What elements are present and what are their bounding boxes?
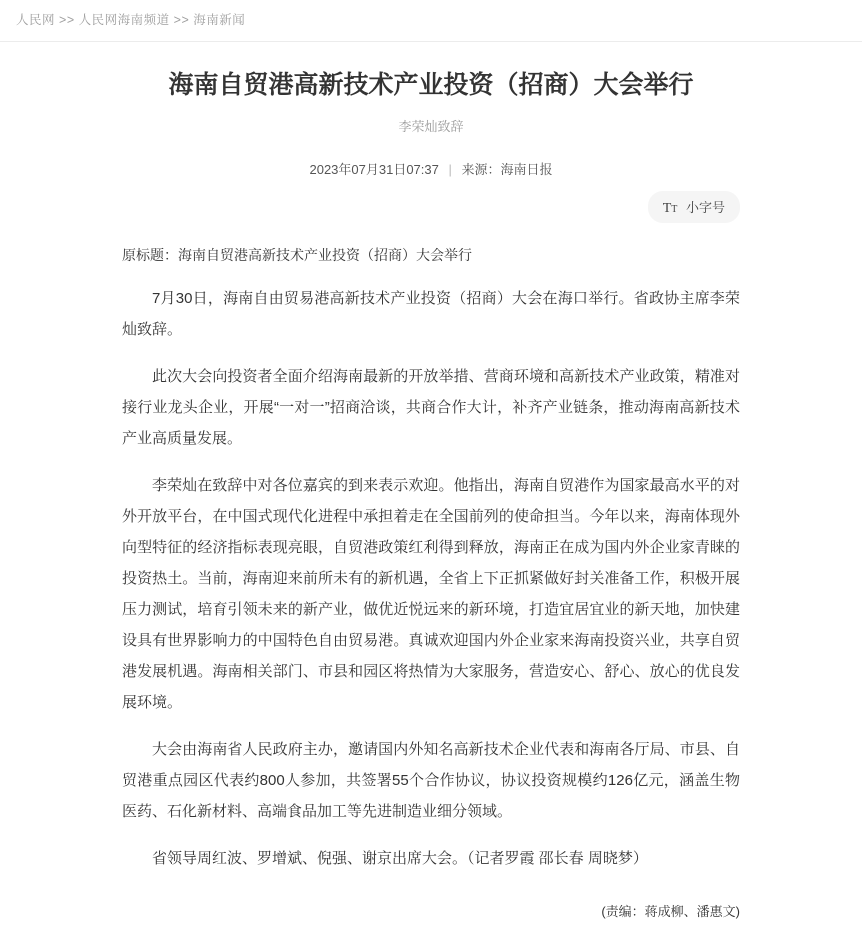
breadcrumb-link[interactable]: 海南新闻: [193, 13, 246, 27]
article-toolbar: [122, 191, 740, 223]
article-paragraph: 此次大会向投资者全面介绍海南最新的开放举措、营商环境和高新技术产业政策，精准对接行业龙头企业，开展“一对一”招商洽谈，共商合作大计，补齐产业链条，推动海南高新技术产业高质量发展。: [122, 367, 740, 447]
breadcrumb: [0, 0, 862, 42]
breadcrumb-separator: >>: [173, 13, 190, 27]
article-meta: [122, 159, 740, 178]
font-size-label: 小字号: [685, 199, 725, 215]
article-paragraph: 省领导周红波、罗增斌、倪强、谢京出席大会。（记者罗霞 邵长春 周晓梦）: [152, 849, 648, 867]
article-paragraph: 李荣灿在致辞中对各位嘉宾的到来表示欢迎。他指出，海南自贸港作为国家最高水平的对外开放平台，在中国式现代化进程中承担着走在全国前列的使命担当。今年以来，海南体现外向型特征的经济指标表现亮眼，自贸港政策红利得到释放，海南正在成为国内外企业家青睐的投资热土。当前，海南迎来前所未有的新机遇，全省上下正抓紧做好封关准备工作，积极开展压力测试，培育引领未来的新产业，做优近悦远来的新环境，打造宜居宜业的新天地，加快建设具有世界影响力的中国特色自由贸易港。真诚欢迎国内外企业家来海南投资兴业，共享自贸港发展机遇。海南相关部门、市县和园区将热情为大家服务，营造安心、舒心、放心的优良发展环境。: [122, 476, 740, 711]
article-body: [122, 283, 740, 874]
article-paragraph: 7月30日，海南自由贸易港高新技术产业投资（招商）大会在海口举行。省政协主席李荣灿致辞。: [122, 289, 740, 338]
article: [122, 42, 740, 946]
article-title: 海南自贸港高新技术产业投资（招商）大会举行: [168, 71, 694, 99]
font-size-icon-small: T: [671, 203, 678, 215]
breadcrumb-item: [170, 13, 246, 27]
breadcrumb-link[interactable]: 人民网海南频道: [78, 13, 170, 27]
breadcrumb-item: [55, 13, 170, 27]
article-paragraph: 大会由海南省人民政府主办，邀请国内外知名高新技术企业代表和海南各厅局、市县、自贸港重点园区代表约800人参加，共签署55个合作协议，协议投资规模约126亿元，涵盖生物医药、石化新材料、高端食品加工等先进制造业细分领域。: [122, 740, 740, 820]
original-title: 原标题：海南自贸港高新技术产业投资（招商）大会举行: [122, 246, 472, 263]
article-subtitle: 李荣灿致辞: [398, 118, 464, 134]
font-size-button[interactable]: [648, 191, 740, 223]
meta-separator: |: [448, 161, 452, 177]
publish-date: 2023年07月31日07:37: [309, 161, 439, 177]
article-source: 来源：海南日报: [461, 161, 553, 177]
font-size-icon: T: [662, 200, 672, 216]
breadcrumb-item: [8, 13, 55, 27]
editor-credit: (责编：蒋成柳、潘惠文): [601, 903, 740, 919]
breadcrumb-separator: >>: [59, 13, 75, 27]
breadcrumb-link[interactable]: 人民网: [16, 13, 56, 27]
